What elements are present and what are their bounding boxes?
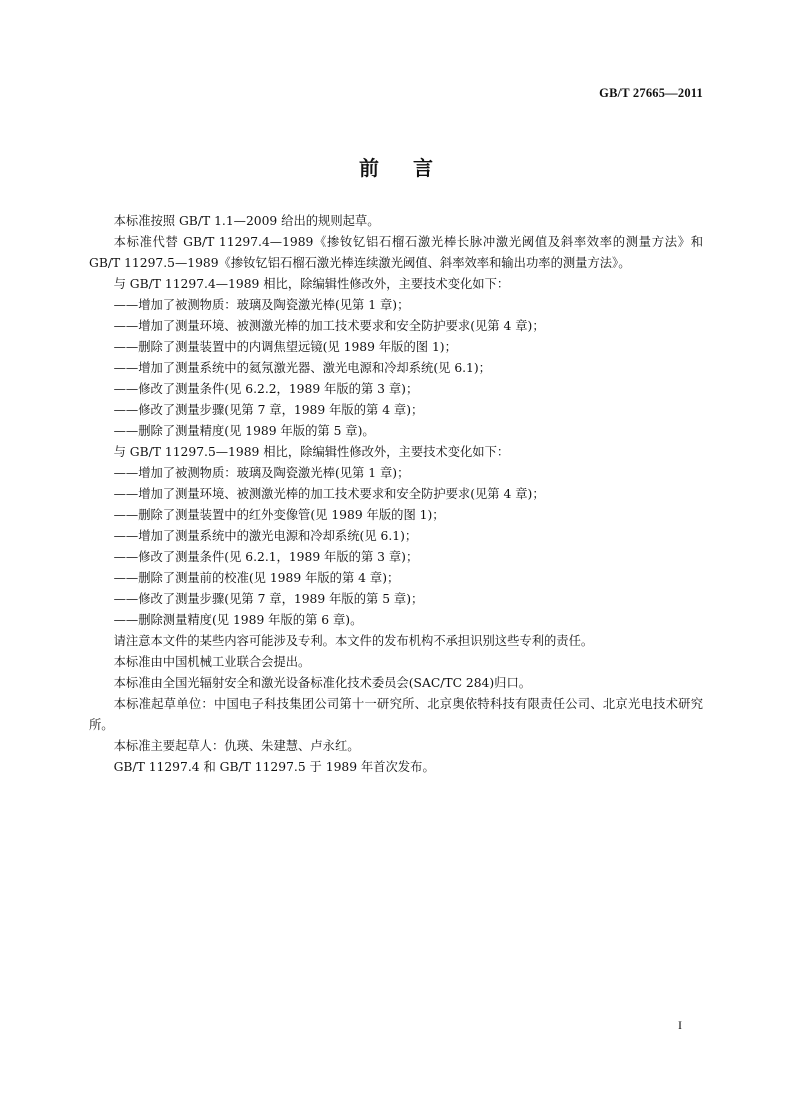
list-item: ——增加了测量系统中的激光电源和冷却系统(见 6.1)； bbox=[113, 529, 418, 543]
list-item: ——增加了测量环境、被测激光棒的加工技术要求和安全防护要求(见第 4 章)； bbox=[113, 319, 545, 333]
list-item: ——删除了测量精度(见 1989 年版的第 5 章)。 bbox=[113, 424, 375, 438]
list-item: ——删除了测量装置中的内调焦望远镜(见 1989 年版的图 1)； bbox=[113, 340, 457, 354]
paragraph: 本标准代替 GB/T 11297.4—1989《掺钕钇铝石榴石激光棒长脉冲激光阈值及斜率效率的测量方法》和 GB/T 11297.5—1989《掺钕钇铝石榴石激光棒连续激光阈值、斜率效率和输出功率的测量方法》。 bbox=[89, 235, 703, 270]
list-item: ——增加了测量系统中的氦氖激光器、激光电源和冷却系统(见 6.1)； bbox=[113, 361, 491, 375]
list-item: ——删除了测量前的校准(见 1989 年版的第 4 章)； bbox=[113, 571, 400, 585]
paragraph: 本标准起草单位：中国电子科技集团公司第十一研究所、北京奥依特科技有限责任公司、北京光电技术研究所。 bbox=[89, 697, 703, 732]
list-item: ——修改了测量步骤(见第 7 章，1989 年版的第 5 章)； bbox=[113, 592, 424, 606]
paragraph: 本标准由中国机械工业联合会提出。 bbox=[113, 655, 311, 669]
list-item: ——修改了测量条件(见 6.2.1，1989 年版的第 3 章)； bbox=[113, 550, 419, 564]
list-item: ——增加了被测物质：玻璃及陶瓷激光棒(见第 1 章)； bbox=[113, 298, 410, 312]
paragraph: 本标准主要起草人：仇瑛、朱建慧、卢永红。 bbox=[113, 739, 360, 753]
page-number: I bbox=[678, 1018, 682, 1032]
standard-code: GB/T 27665—2011 bbox=[599, 86, 703, 100]
paragraph: 本标准由全国光辐射安全和激光设备标准化技术委员会(SAC/TC 284)归口。 bbox=[113, 676, 532, 690]
paragraph: 本标准按照 GB/T 1.1—2009 给出的规则起草。 bbox=[113, 214, 380, 228]
page-title: 前言 bbox=[359, 156, 467, 180]
paragraph: 与 GB/T 11297.5—1989 相比，除编辑性修改外，主要技术变化如下： bbox=[113, 445, 510, 459]
paragraph: 与 GB/T 11297.4—1989 相比，除编辑性修改外，主要技术变化如下： bbox=[113, 277, 510, 291]
paragraph: 请注意本文件的某些内容可能涉及专利。本文件的发布机构不承担识别这些专利的责任。 bbox=[113, 634, 594, 648]
list-item: ——增加了被测物质：玻璃及陶瓷激光棒(见第 1 章)； bbox=[113, 466, 410, 480]
list-item: ——增加了测量环境、被测激光棒的加工技术要求和安全防护要求(见第 4 章)； bbox=[113, 487, 545, 501]
list-item: ——删除测量精度(见 1989 年版的第 6 章)。 bbox=[113, 613, 363, 627]
list-item: ——修改了测量条件(见 6.2.2，1989 年版的第 3 章)； bbox=[113, 382, 419, 396]
paragraph: GB/T 11297.4 和 GB/T 11297.5 于 1989 年首次发布。 bbox=[113, 760, 435, 774]
list-item: ——删除了测量装置中的红外变像管(见 1989 年版的图 1)； bbox=[113, 508, 445, 522]
foreword-body bbox=[89, 211, 703, 778]
list-item: ——修改了测量步骤(见第 7 章，1989 年版的第 4 章)； bbox=[113, 403, 424, 417]
